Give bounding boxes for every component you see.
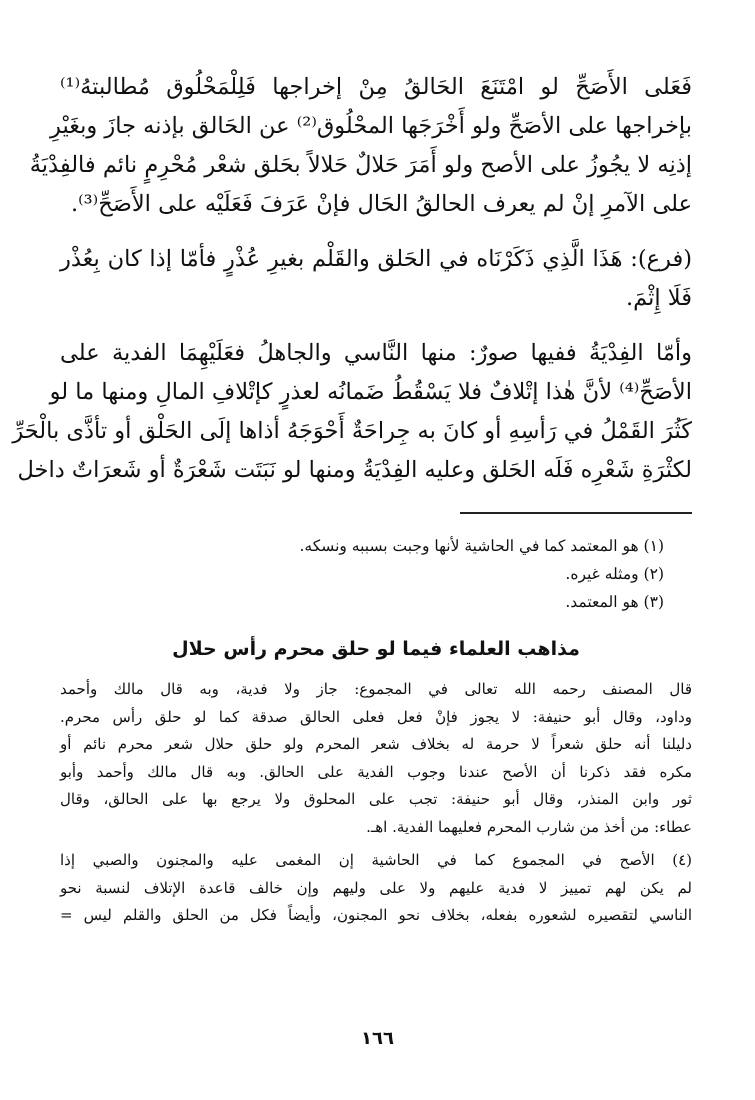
commentary-line: دليلنا أنه حلق شعراً لا حرمة له بخلاف شعر المحرم ولو حلق حلال شعر محرم نائم أو [60, 735, 692, 753]
commentary-line: لم يكن لهم تمييز لا فدية عليهم ولا على وليهم وإن خالف قاعدة الإتلاف لنسبة نحو [60, 878, 692, 897]
main-paragraph-2 [60, 240, 692, 318]
section-title: مذاهب العلماء فيما لو حلق محرم رأس حلال [172, 638, 580, 660]
commentary-line: قال المصنف رحمه الله تعالى في المجموع: جاز ولا فدية، وبه قال مالك وأحمد [60, 680, 692, 698]
footnote-item: (١) هو المعتمد كما في الحاشية لأنها وجبت بسببه ونسكه. [299, 537, 664, 555]
commentary-line: مكره فقد ذكرنا أن الأصح عندنا وجوب الفدية على الحالق. وبه قال مالك وأحمد وأبو [60, 762, 693, 781]
commentary-line: (٤) الأصح في المجموع كما في الحاشية إن المغمى عليه والمجنون والصبي إذا [60, 851, 692, 869]
main-paragraph-1 [29, 68, 692, 224]
text-line: (فرع): هَذَا الَّذِي ذَكَرْنَاه في الحَلق والقَلْم بغيرِ عُذْرٍ فأمّا إذا كان بِعُذْر [60, 246, 692, 272]
text-line: على الآمرِ إنْ لم يعرف الحالقُ الحَال فإنْ عَرَفَ فَعَلَيْه على الأَصَحِّ⁽³⁾. [70, 191, 692, 217]
footnote-separator [460, 512, 692, 514]
commentary-paragraph-2 [60, 847, 692, 930]
text-line: بإخراجها على الأصَحِّ ولو أَخْرَجَها المحْلُوق⁽²⁾ عن الحَالق بإذنه جازَ وبغَيْرِ [50, 113, 692, 139]
text-line: الأصَحِّ⁽⁴⁾ لأنَّ هٰذا إتْلافٌ فلا يَسْقُطُ ضَمانُه لعذرٍ كإتْلافِ المالِ ومنها ما لو [49, 379, 692, 405]
commentary-line: ثور وابن المنذر، وقال أبو حنيفة: تجب على المحلوق ولا يرجع بها على الحالق، وقال [60, 790, 692, 808]
footnote-list [60, 532, 692, 616]
footnote-item: (٣) هو المعتمد. [565, 593, 664, 611]
text-line: وأمّا الفِدْيَةُ ففيها صورٌ: منها النَّاسي والجاهلُ فعَلَيْهِمَا الفدية على [60, 340, 692, 366]
page-number: ١٦٦ [361, 1028, 394, 1049]
footnote-item: (٢) ومثله غيره. [565, 565, 664, 583]
text-line: فَعَلى الأَصَحِّ لو امْتَنَعَ الحَالقُ مِنْ إخراجها فَلِلْمَحْلُوق مُطالبتهُ⁽¹⁾ [60, 74, 692, 100]
main-paragraph-3 [12, 334, 692, 490]
text-line: فَلَا إِثْمَ. [626, 285, 692, 311]
text-line: كَثُرَ القَمْلُ في رَأسِهِ أو كانَ به جِراحَةٌ أَحْوَجَهُ أذاها إلَى الحَلْق أو تأذَّى بالْحَرِّ [12, 418, 692, 444]
commentary-line: وداود، وقال أبو حنيفة: لا يجوز فإنْ فعل فعلى الحالق صدقة كما لو حلق رأس محرم. [60, 707, 692, 726]
commentary-line: عطاء: من أخذ من شارب المحرم فعليهما الفدية. اهـ. [366, 817, 692, 836]
commentary [60, 676, 692, 930]
commentary-paragraph-1 [60, 676, 692, 841]
commentary-line: الناسي لتقصيره لشعوره بفعله، بخلاف نحو المجنون، وأيضاً فكل من الحلق والقلم ليس = [60, 906, 692, 924]
page-body [12, 68, 693, 936]
text-line: لكثْرَةِ شَعْرِه فَلَه الحَلق وعليه الفِدْيَةُ ومنها لو نَبَتَت شَعْرَةٌ أو شَعرَاتٌ داخل [17, 457, 692, 483]
text-line: إذنِه لا يجُوزُ على الأصح ولو أَمَرَ حَلالٌ حَلالاً بحَلق شعْر مُحْرِمٍ نائم فالفِدْيَةُ [29, 152, 692, 178]
